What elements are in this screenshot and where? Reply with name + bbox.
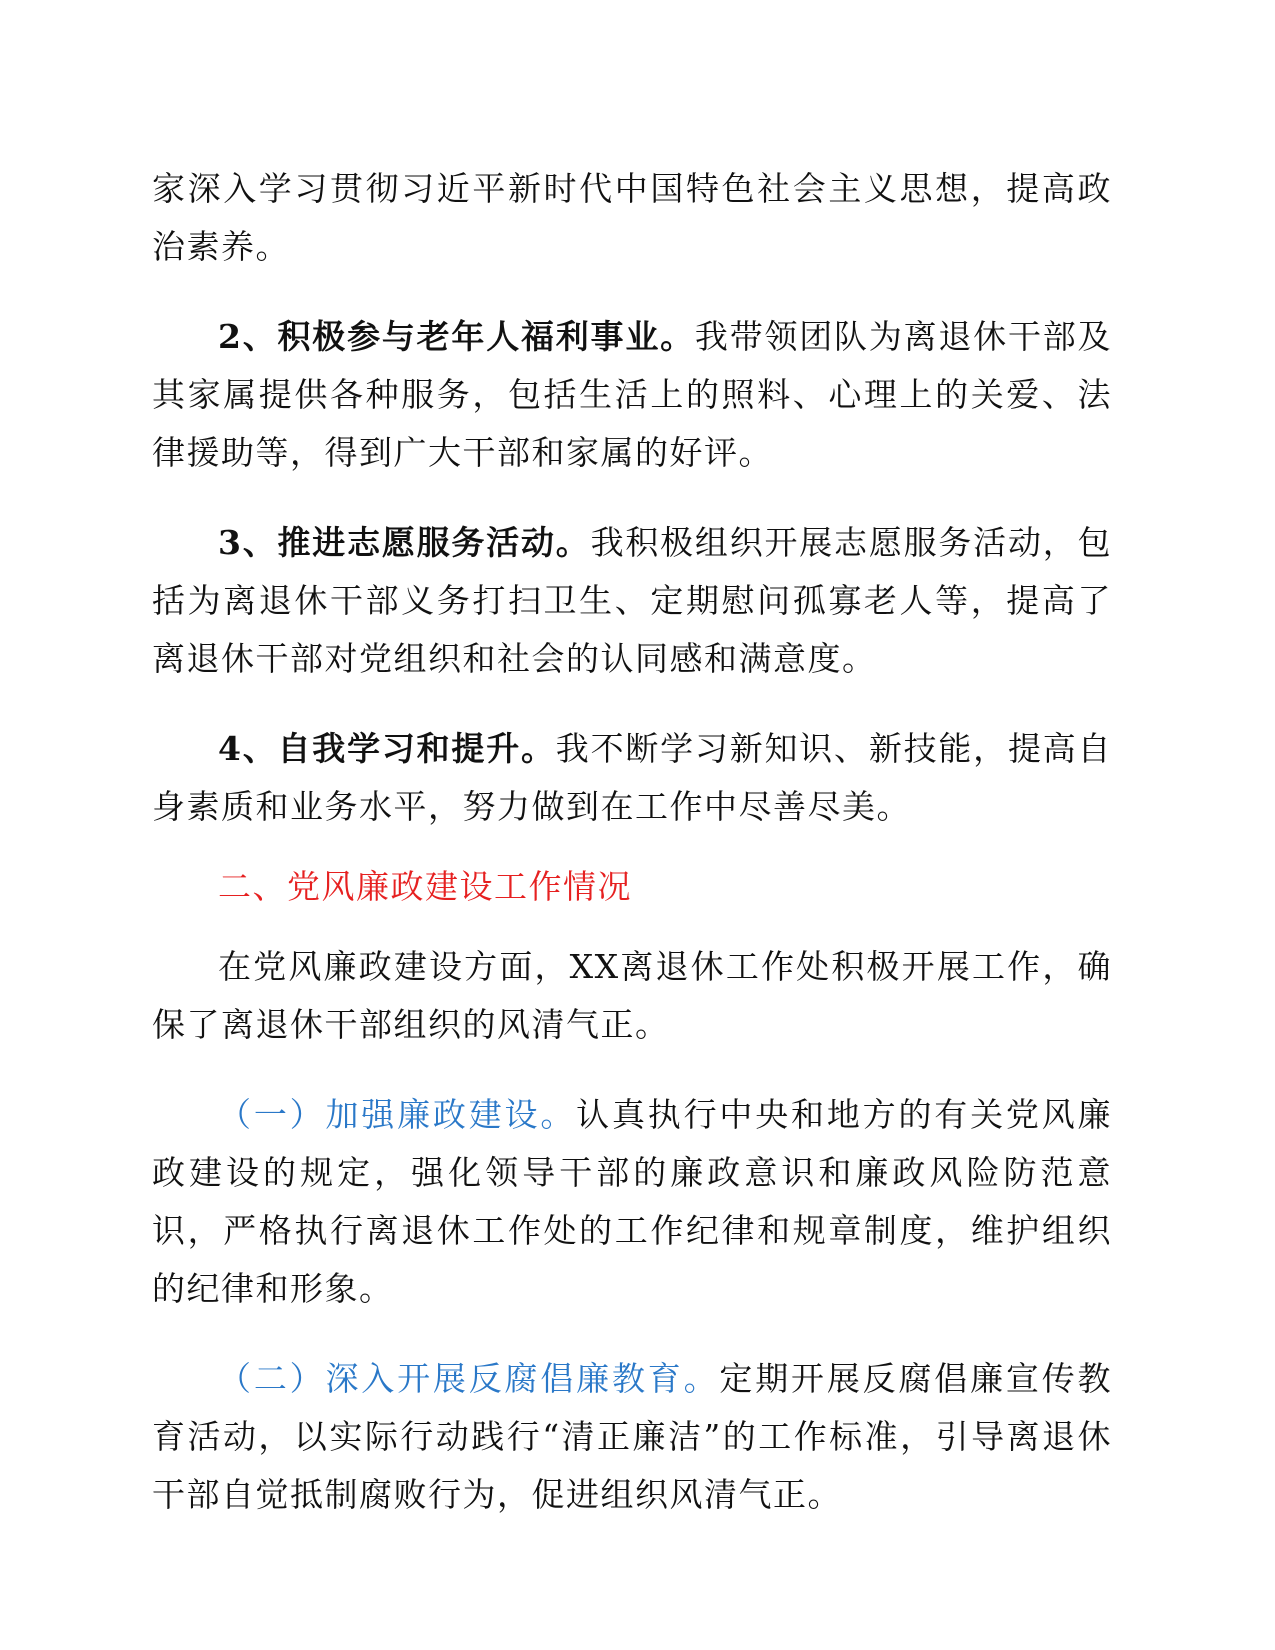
paragraph-intro [152,938,1112,1054]
document-body [152,160,1112,1524]
paragraph-lead: 4、自我学习和提升。 [218,729,556,768]
section-heading-text: 二、党风廉政建设工作情况 [218,867,632,906]
paragraph-text: 在党风廉政建设方面，XX离退休工作处积极开展工作，确保了离退休干部组织的风清气正。 [152,947,1112,1044]
paragraph-text: 定期开展反腐倡廉宣传教育活动，以实际行动践行“清正廉洁”的工作标准，引导离退休干部自觉抵制腐败行为，促进组织风清气正。 [152,1359,1112,1514]
paragraph-text: 认真执行中央和地方的有关党风廉政建设的规定，强化领导干部的廉政意识和廉政风险防范意识，严格执行离退休工作处的工作纪律和规章制度，维护组织的纪律和形象。 [152,1095,1112,1308]
paragraph-item-2 [152,308,1112,482]
paragraph-lead: 2、积极参与老年人福利事业。 [218,317,695,356]
paragraph-continued [152,160,1112,276]
paragraph-text: 我积极组织开展志愿服务活动，包括为离退休干部义务打扫卫生、定期慰问孤寡老人等，提高了离退休干部对党组织和社会的认同感和满意度。 [152,523,1112,678]
section-heading [152,858,1112,916]
subsection-lead: （二）深入开展反腐倡廉教育。 [218,1359,720,1398]
paragraph-item-3 [152,514,1112,688]
paragraph-subsection-2 [152,1350,1112,1524]
paragraph-text: 家深入学习贯彻习近平新时代中国特色社会主义思想，提高政治素养。 [152,169,1112,266]
paragraph-lead: 3、推进志愿服务活动。 [218,523,591,562]
paragraph-text: 我带领团队为离退休干部及其家属提供各种服务，包括生活上的照料、心理上的关爱、法律援助等，得到广大干部和家属的好评。 [152,317,1112,472]
paragraph-text: 我不断学习新知识、新技能，提高自身素质和业务水平，努力做到在工作中尽善尽美。 [152,729,1112,826]
paragraph-subsection-1 [152,1086,1112,1318]
paragraph-item-4 [152,720,1112,836]
subsection-lead: （一）加强廉政建设。 [218,1095,577,1134]
